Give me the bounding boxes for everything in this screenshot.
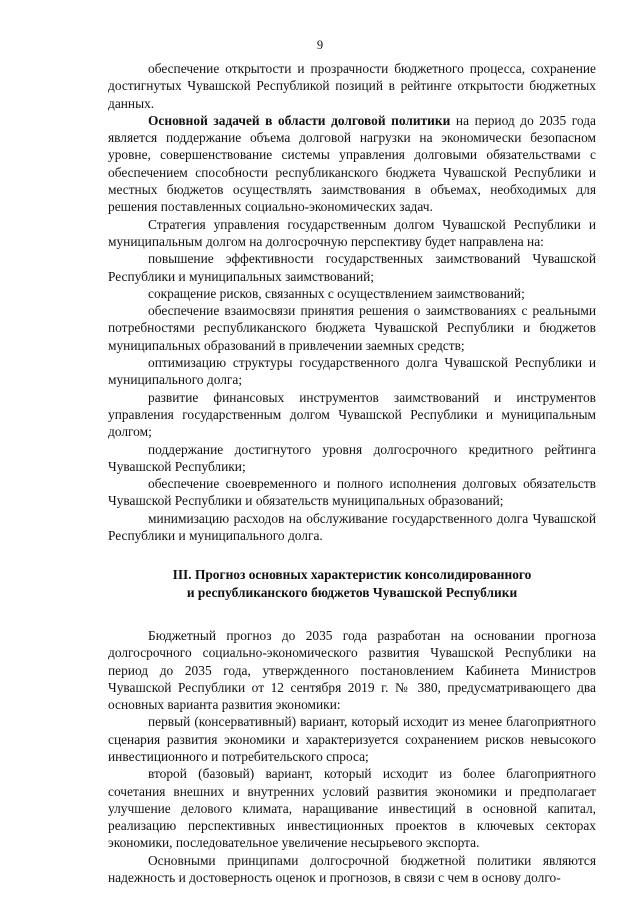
paragraph-debt-policy-task — [108, 112, 596, 216]
section-heading-line-1: III. Прогноз основных характеристик консолидированного — [172, 567, 532, 583]
list-item-obligations: обеспечение своевременного и полного исполнения долговых обязательств Чувашской Республики и обязательств муниципальных образований; — [108, 476, 596, 509]
list-item-efficiency: повышение эффективности государственных заимствований Чувашской Республики и муниципальных заимствований; — [108, 251, 596, 284]
bold-lead-debt-policy: Основной задачей в области долговой политики — [148, 112, 451, 128]
page-number: 9 — [316, 38, 324, 52]
paragraph-debt-strategy: Стратегия управления государственным долгом Чувашской Республики и муниципальным долгом на долгосрочную перспективу будет направлена на: — [108, 216, 596, 249]
list-item-credit-rating: поддержание достигнутого уровня долгосрочного кредитного рейтинга Чувашской Республики; — [108, 441, 596, 474]
document-body — [108, 60, 596, 886]
list-item-risk-reduction: сокращение рисков, связанных с осуществлением заимствований; — [148, 285, 525, 301]
list-item-borrowing-needs: обеспечение взаимосвязи принятия решения о заимствованиях с реальными потребностями республиканского бюджета Чувашской Республики и бюджетов муниципальных образований в привлечении заемных средств; — [108, 303, 596, 353]
paragraph-principles: Основными принципами долгосрочной бюджетной политики являются надежность и достоверность оценок и прогнозов, в связи с чем в основу долго- — [108, 852, 596, 886]
paragraph-debt-policy-text: на период до 2035 года является поддержание объема долговой нагрузки на экономически безопасном уровне, совершенствование системы управления долговыми обязательствами с обеспечением способности республиканского бюджета Чувашской Республики и местных бюджетов осуществлять заимствования в объемах, необходимых для решения поставленных социально-экономических задач. — [108, 112, 596, 215]
paragraph-conservative-variant: первый (консервативный) вариант, который исходит из менее благоприятного сценария развития экономики и характеризуется сохранением рисков невысокого инвестиционного и потребительского спроса; — [108, 714, 596, 764]
paragraph-base-variant: второй (базовый) вариант, который исходит из более благоприятного сочетания внешних и внутренних условий развития экономики и предполагает улучшение делового климата, наращивание инвестиций в основной капитал, реализацию перспективных инвестиционных проектов в ключевых секторах экономики, последовательное увеличение несырьевого экспорта. — [108, 766, 596, 851]
paragraph-budget-openness: обеспечение открытости и прозрачности бюджетного процесса, сохранение достигнутых Чувашской Республикой позиций в рейтинге открытости бюджетных данных. — [108, 61, 596, 111]
paragraph-forecast-basis: Бюджетный прогноз до 2035 года разработан на основании прогноза долгосрочного социально-экономического развития Чувашской Республики на период до 2035 года, утвержденного постановлением Кабинета Министров Чувашской Республики от 12 сентября 2019 г. № 380, предусматривающего два основных варианта развития экономики: — [108, 627, 596, 713]
list-item-cost-minimization: минимизацию расходов на обслуживание государственного долга Чувашской Республики и муниципального долга. — [108, 510, 596, 544]
list-item-financial-instruments: развитие финансовых инструментов заимствований и инструментов управления государственным долгом Чувашской Республики и муниципальным долгом; — [108, 389, 596, 440]
list-item-debt-structure: оптимизацию структуры государственного долга Чувашской Республики и муниципального долга; — [108, 355, 596, 388]
section-heading-line-2: и республиканского бюджетов Чувашской Республики — [186, 584, 518, 600]
section-heading — [108, 566, 596, 601]
